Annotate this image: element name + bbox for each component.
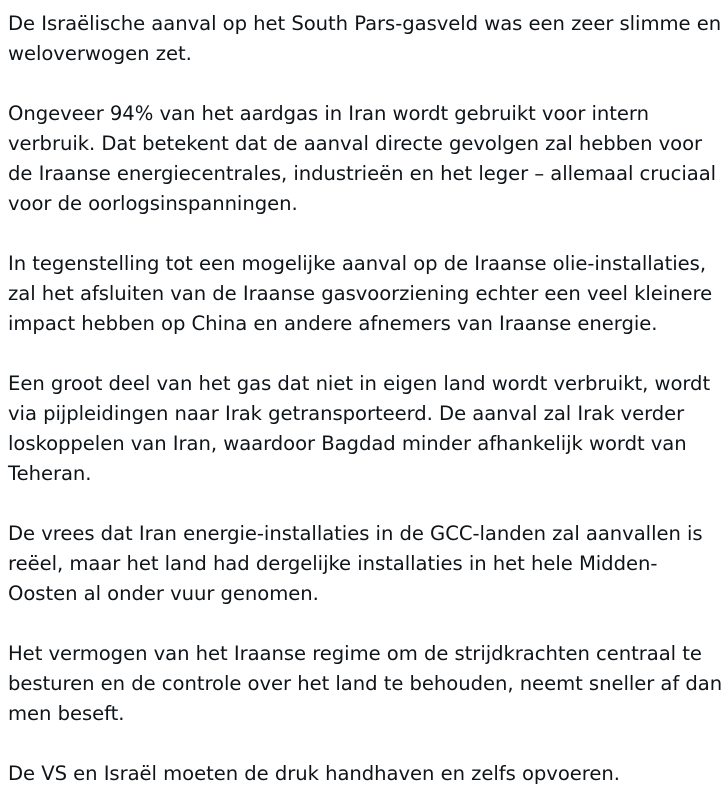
paragraph: De Israëlische aanval op het South Pars-gasveld was een zeer slimme en weloverwogen zet. (8, 12, 722, 65)
paragraph: Het vermogen van het Iraanse regime om de strijdkrachten centraal te besturen en de controle over het land te behouden, neemt sneller af dan men beseft. (8, 642, 723, 725)
paragraph: De VS en Israël moeten de druk handhaven en zelfs opvoeren. (8, 762, 620, 785)
paragraph: In tegenstelling tot een mogelijke aanval op de Iraanse olie-installaties, zal het afsluiten van de Iraanse gasvoorziening echter een veel kleinere impact hebben op China en andere afnemers van Iraanse energie. (8, 252, 713, 335)
paragraph: De vrees dat Iran energie-installaties in de GCC-landen zal aanvallen is reëel, maar het land had dergelijke installaties in het hele Midden-Oosten al onder vuur genomen. (8, 522, 703, 605)
paragraph: Ongeveer 94% van het aardgas in Iran wordt gebruikt voor intern verbruik. Dat betekent dat de aanval directe gevolgen zal hebben voor de Iraanse energiecentrales, industrieën en het leger – allemaal cruciaal voor de oorlogsinspanningen. (8, 102, 717, 215)
paragraph: Een groot deel van het gas dat niet in eigen land wordt verbruikt, wordt via pijpleidingen naar Irak getransporteerd. De aanval zal Irak verder loskoppelen van Iran, waardoor Bagdad minder afhankelijk wordt van Teheran. (8, 372, 711, 485)
